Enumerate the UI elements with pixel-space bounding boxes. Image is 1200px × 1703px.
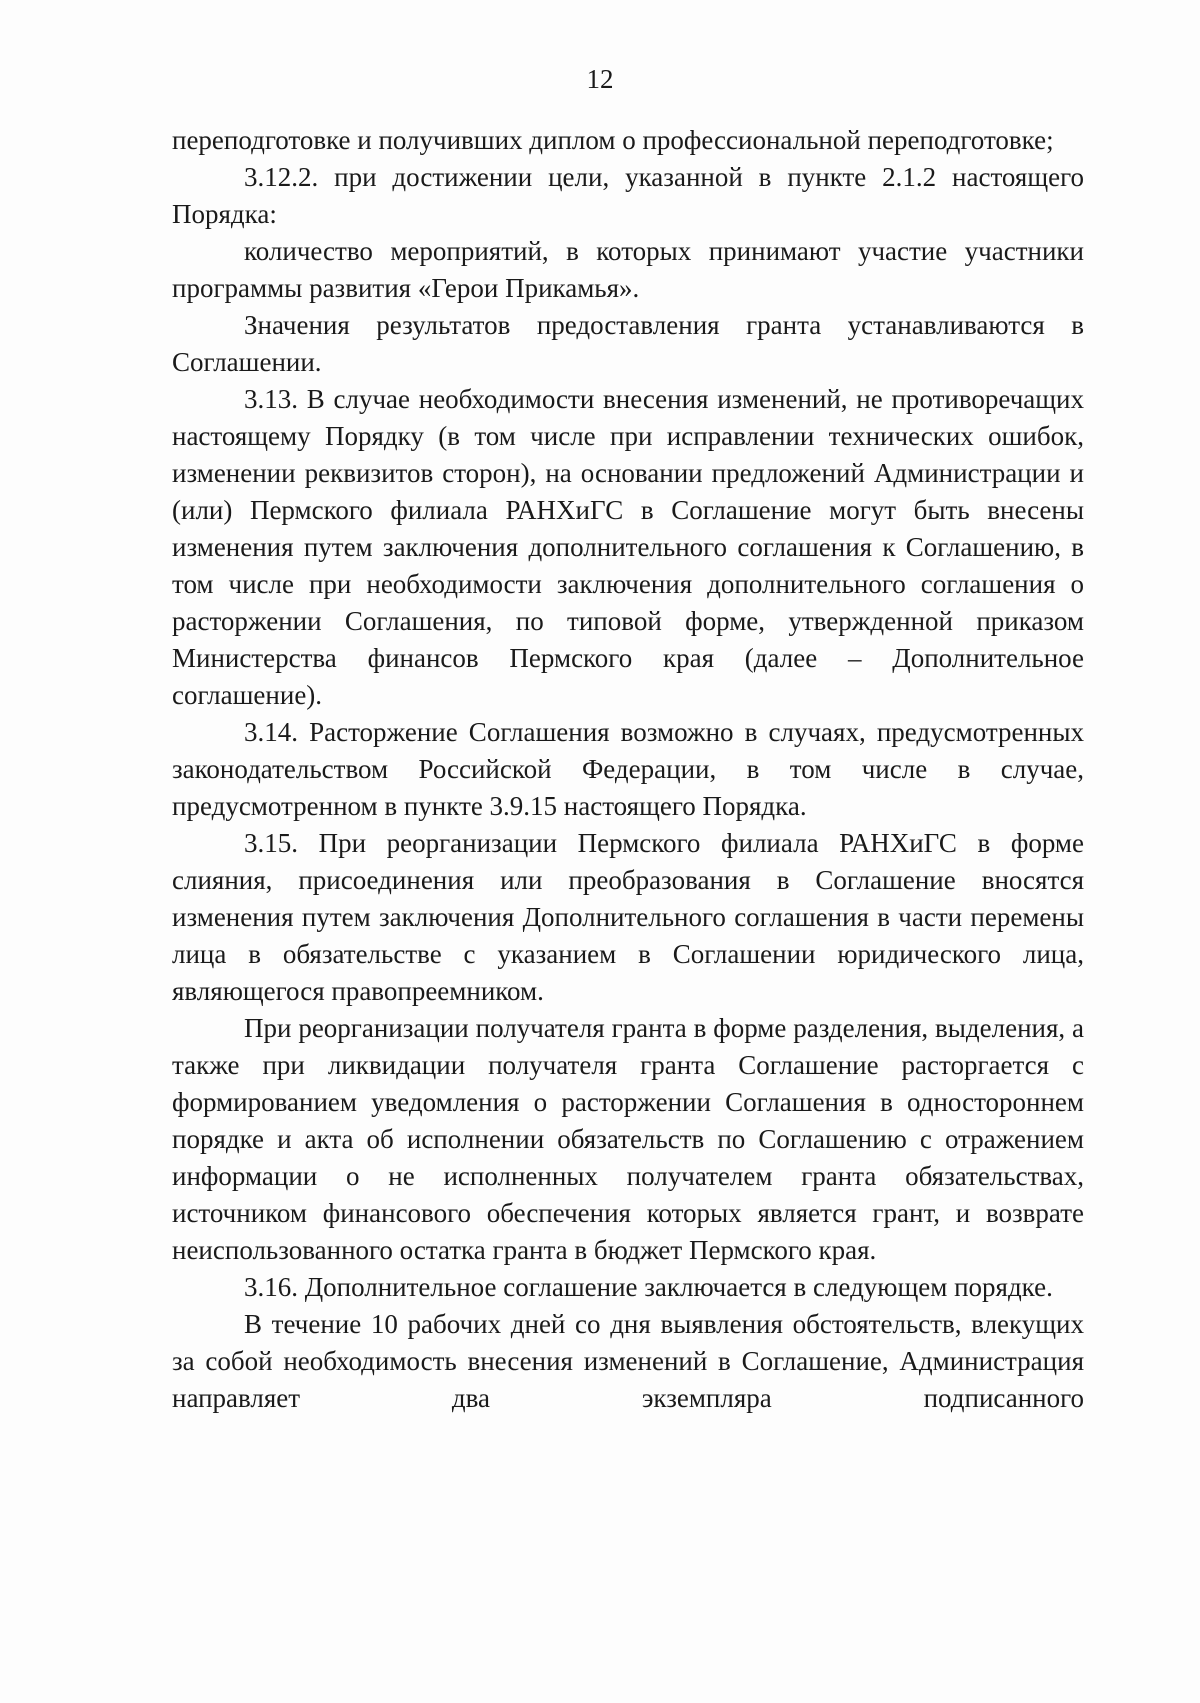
paragraph: 3.14. Расторжение Соглашения возможно в случаях, предусмотренных законодательством Российской Федерации, в том числе в случае, предусмотренном в пункте 3.9.15 настоящего Порядка.: [172, 717, 1084, 821]
paragraph: 3.16. Дополнительное соглашение заключается в следующем порядке.: [244, 1272, 1053, 1302]
paragraph: 3.12.2. при достижении цели, указанной в пункте 2.1.2 настоящего Порядка:: [172, 162, 1084, 229]
page-number: 12: [586, 64, 614, 94]
paragraph: переподготовке и получивших диплом о профессиональной переподготовке;: [172, 125, 1054, 155]
paragraph: 3.15. При реорганизации Пермского филиала РАНХиГС в форме слияния, присоединения или преобразования в Соглашение вносятся изменения путем заключения Дополнительного соглашения в части перемены лица в обязательстве с указанием в Соглашении юридического лица, являющегося правопреемником.: [172, 828, 1084, 1006]
document-body: [172, 122, 1084, 1417]
paragraph: В течение 10 рабочих дней со дня выявления обстоятельств, влекущих за собой необходимость внесения изменений в Соглашение, Администрация направляет два экземпляра подписанного: [172, 1309, 1084, 1413]
paragraph: 3.13. В случае необходимости внесения изменений, не противоречащих настоящему Порядку (в том числе при исправлении технических ошибок, изменении реквизитов сторон), на основании предложений Администрации и (или) Пермского филиала РАНХиГС в Соглашение могут быть внесены изменения путем заключения дополнительного соглашения к Соглашению, в том числе при необходимости заключения дополнительного соглашения о расторжении Соглашения, по типовой форме, утвержденной приказом Министерства финансов Пермского края (далее – Дополнительное соглашение).: [172, 384, 1084, 710]
paragraph: количество мероприятий, в которых принимают участие участники программы развития «Герои Прикамья».: [172, 236, 1084, 303]
paragraph: Значения результатов предоставления гранта устанавливаются в Соглашении.: [172, 310, 1084, 377]
paragraph: При реорганизации получателя гранта в форме разделения, выделения, а также при ликвидации получателя гранта Соглашение расторгается с формированием уведомления о расторжении Соглашения в одностороннем порядке и акта об исполнении обязательств по Соглашению с отражением информации о не исполненных получателем гранта обязательствах, источником финансового обеспечения которых является грант, и возврате неиспользованного остатка гранта в бюджет Пермского края.: [172, 1013, 1084, 1265]
